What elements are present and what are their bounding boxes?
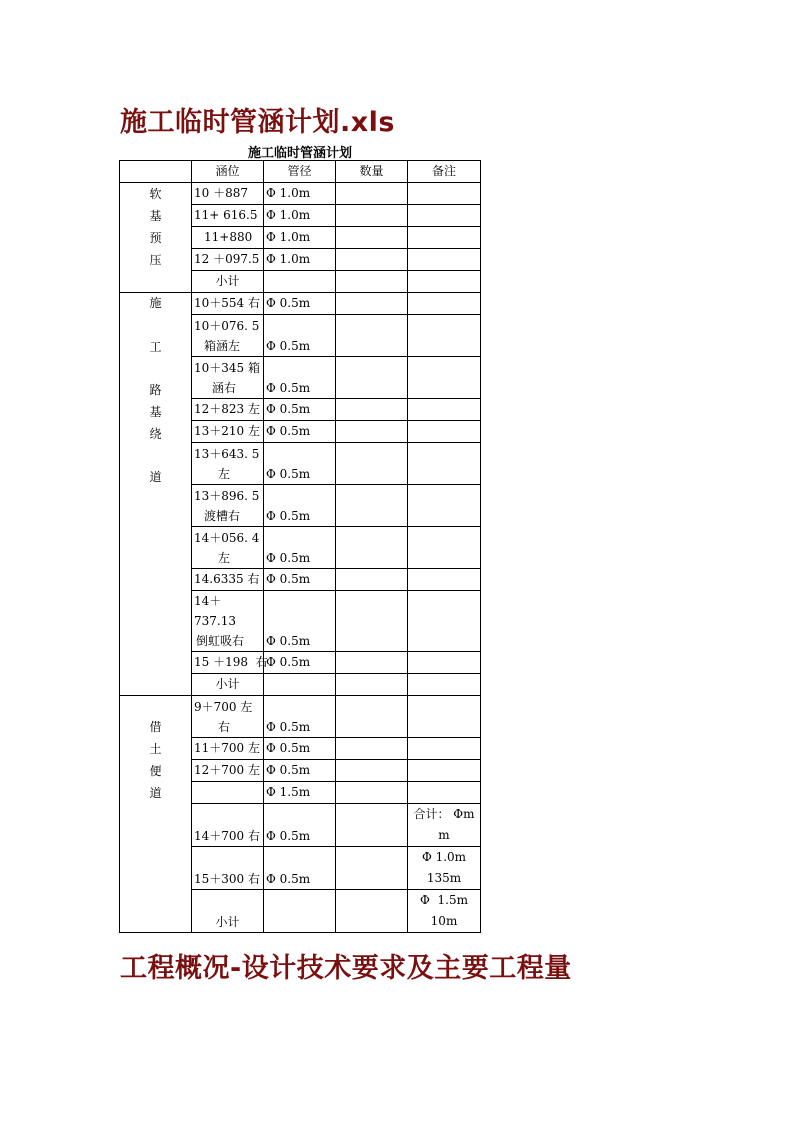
position-cell: 9＋700 左 右 (192, 696, 264, 738)
diameter-cell: Φ 0.5m (264, 485, 336, 527)
quantity-cell (336, 205, 408, 227)
remarks-cell (408, 485, 481, 527)
remarks-cell (408, 591, 481, 652)
position-cell: 14＋737.13 倒虹吸右 (192, 591, 264, 652)
position-cell: 10＋554 右 (192, 293, 264, 315)
quantity-cell (336, 804, 408, 847)
table-header-row (120, 161, 481, 183)
position-cell (192, 782, 264, 804)
diameter-cell: Φ 1.0m (264, 183, 336, 205)
diameter-cell: Φ 0.5m (264, 399, 336, 421)
position-cell: 10 ＋887 (192, 183, 264, 205)
quantity-cell (336, 782, 408, 804)
diameter-cell: Φ 0.5m (264, 591, 336, 652)
remarks-cell (408, 443, 481, 485)
remarks-cell (408, 183, 481, 205)
diameter-cell: Φ 0.5m (264, 569, 336, 591)
remarks-cell (408, 227, 481, 249)
diameter-cell: Φ 0.5m (264, 738, 336, 760)
quantity-cell (336, 527, 408, 569)
diameter-cell: Φ 0.5m (264, 293, 336, 315)
diameter-cell: Φ 0.5m (264, 696, 336, 738)
position-cell: 13＋643. 5 左 (192, 443, 264, 485)
remarks-cell (408, 738, 481, 760)
remarks-cell (408, 674, 481, 696)
header-cell-diameter: 管径 (264, 161, 336, 183)
remarks-cell (408, 782, 481, 804)
group-label-construction-detour: 施 工 路 基 绕 道 (120, 293, 192, 696)
remarks-cell (408, 760, 481, 782)
diameter-cell: Φ 0.5m (264, 527, 336, 569)
quantity-cell (336, 421, 408, 443)
subtotal-label: 小计 (192, 674, 264, 696)
quantity-cell (336, 271, 408, 293)
quantity-cell (336, 249, 408, 271)
position-cell: 14.6335 右 (192, 569, 264, 591)
remarks-cell (408, 652, 481, 674)
quantity-cell (336, 399, 408, 421)
quantity-cell (336, 485, 408, 527)
remarks-cell (408, 205, 481, 227)
quantity-cell (336, 315, 408, 357)
diameter-cell: Φ 0.5m (264, 847, 336, 890)
section-heading: 工程概况-设计技术要求及主要工程量 (120, 953, 572, 984)
remarks-cell (408, 315, 481, 357)
position-cell: 11+880 (192, 227, 264, 249)
quantity-cell (336, 760, 408, 782)
remarks-cell (408, 271, 481, 293)
quantity-cell (336, 183, 408, 205)
quantity-cell (336, 847, 408, 890)
position-cell: 12＋823 左 (192, 399, 264, 421)
table-row (120, 696, 481, 738)
position-cell: 12 ＋097.5 (192, 249, 264, 271)
remarks-cell: 合计： Φm m (408, 804, 481, 847)
quantity-cell (336, 591, 408, 652)
remarks-cell (408, 293, 481, 315)
header-cell-position: 涵位 (192, 161, 264, 183)
diameter-cell: Φ 0.5m (264, 443, 336, 485)
diameter-cell: Φ 1.5m (264, 782, 336, 804)
position-cell: 12＋700 左 (192, 760, 264, 782)
remarks-cell (408, 421, 481, 443)
diameter-cell: Φ 0.5m (264, 804, 336, 847)
table-row (120, 293, 481, 315)
quantity-cell (336, 227, 408, 249)
table-row (120, 183, 481, 205)
position-cell: 11+ 616.5 (192, 205, 264, 227)
header-cell-quantity: 数量 (336, 161, 408, 183)
subtotal-label: 小计 (192, 890, 264, 933)
remarks-cell (408, 527, 481, 569)
position-cell: 10＋076. 5 箱涵左 (192, 315, 264, 357)
diameter-cell: Φ 0.5m (264, 760, 336, 782)
remarks-cell (408, 399, 481, 421)
quantity-cell (336, 357, 408, 399)
table-caption: 施工临时管涵计划 (247, 146, 352, 161)
diameter-cell (264, 674, 336, 696)
diameter-cell: Φ 0.5m (264, 421, 336, 443)
position-cell: 14＋056. 4 左 (192, 527, 264, 569)
quantity-cell (336, 696, 408, 738)
position-cell: 15＋300 右 (192, 847, 264, 890)
position-cell: 13＋210 左 (192, 421, 264, 443)
quantity-cell (336, 890, 408, 933)
quantity-cell (336, 652, 408, 674)
diameter-cell: Φ 1.0m (264, 205, 336, 227)
document-title: 施工临时管涵计划.xls (120, 107, 395, 138)
remarks-cell (408, 357, 481, 399)
remarks-cell (408, 696, 481, 738)
diameter-cell: Φ 0.5m (264, 315, 336, 357)
diameter-cell: Φ 0.5m (264, 652, 336, 674)
subtotal-label: 小计 (192, 271, 264, 293)
group-label-soft-foundation: 软 基 预 压 (120, 183, 192, 293)
position-cell: 10＋345 箱 涵右 (192, 357, 264, 399)
remarks-cell (408, 249, 481, 271)
position-cell: 14＋700 右 (192, 804, 264, 847)
diameter-cell (264, 890, 336, 933)
culvert-plan-table (119, 160, 481, 933)
remarks-cell (408, 569, 481, 591)
quantity-cell (336, 443, 408, 485)
quantity-cell (336, 738, 408, 760)
remarks-cell: Φ 1.0m 135m (408, 847, 481, 890)
quantity-cell (336, 674, 408, 696)
diameter-cell: Φ 0.5m (264, 357, 336, 399)
diameter-cell: Φ 1.0m (264, 249, 336, 271)
quantity-cell (336, 569, 408, 591)
position-cell: 13＋896. 5 渡槽右 (192, 485, 264, 527)
diameter-cell (264, 271, 336, 293)
diameter-cell: Φ 1.0m (264, 227, 336, 249)
position-cell: 11＋700 左 (192, 738, 264, 760)
position-cell: 15 ＋198 右 (192, 652, 264, 674)
quantity-cell (336, 293, 408, 315)
remarks-cell: Φ 1.5m 10m (408, 890, 481, 933)
group-label-borrow-road: 借 土 便 道 (120, 696, 192, 933)
header-cell-remarks: 备注 (408, 161, 481, 183)
header-cell-group (120, 161, 192, 183)
